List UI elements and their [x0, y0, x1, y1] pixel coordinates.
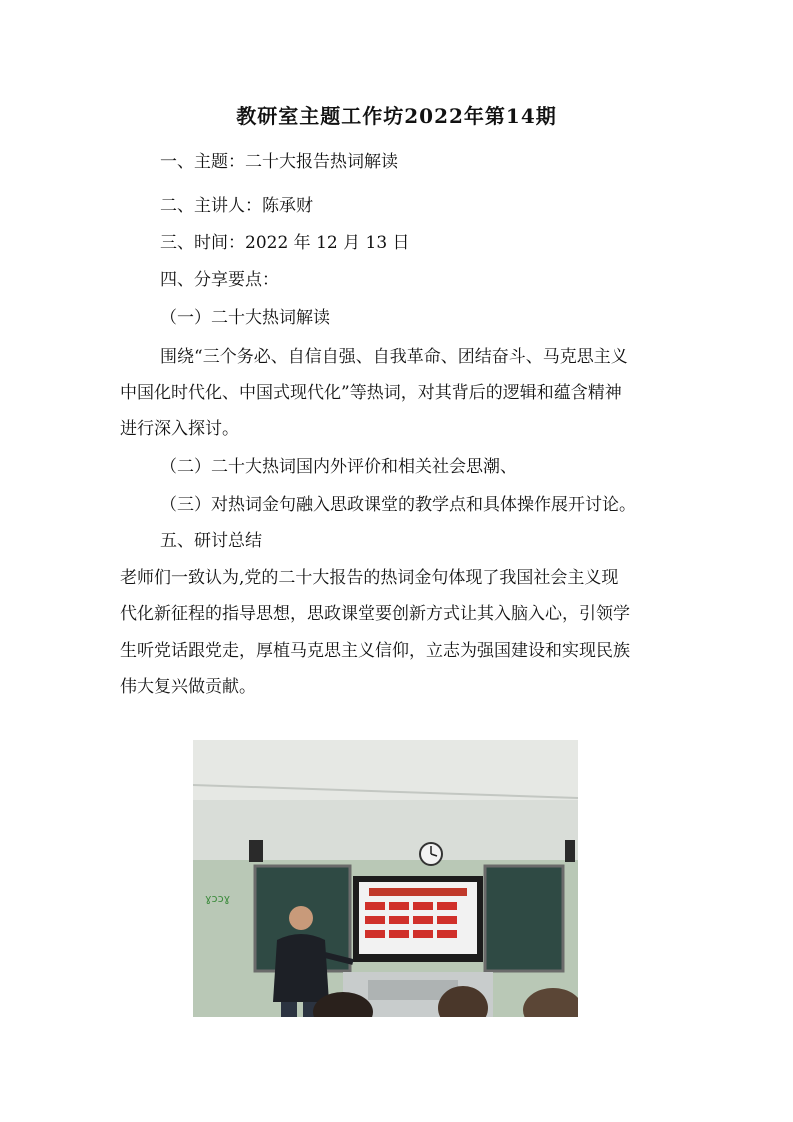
time-line: 三、时间：2022 年 12 月 13 日	[160, 233, 410, 253]
point-1-body-line-3: 进行深入探讨。	[120, 419, 239, 439]
summary-heading: 五、研讨总结	[160, 531, 262, 551]
point-3: （三）对热词金句融入思政课堂的教学点和具体操作展开讨论。	[160, 495, 636, 515]
topic-line: 一、主题：二十大报告热词解读	[160, 152, 398, 172]
classroom-photo	[193, 740, 578, 1017]
point-1-heading: （一）二十大热词解读	[160, 308, 330, 328]
point-1-body-line-2: 中国化时代化、中国式现代化”等热词，对其背后的逻辑和蕴含精神	[120, 383, 622, 403]
svg-text:ɣɔɔɣ: ɣɔɔɣ	[205, 892, 231, 905]
summary-line-3: 生听党话跟党走，厚植马克思主义信仰，立志为强国建设和实现民族	[120, 641, 630, 661]
point-1-body-line-1: 围绕“三个务必、自信自强、自我革命、团结奋斗、马克思主义	[160, 347, 628, 367]
speaker-line: 二、主讲人：陈承财	[160, 196, 313, 216]
summary-line-4: 伟大复兴做贡献。	[120, 677, 256, 697]
summary-line-1: 老师们一致认为,党的二十大报告的热词金句体现了我国社会主义现	[120, 568, 619, 588]
summary-line-2: 代化新征程的指导思想，思政课堂要创新方式让其入脑入心，引领学	[120, 604, 630, 624]
points-heading: 四、分享要点：	[160, 270, 279, 290]
document-title: 教研室主题工作坊2022年第14期	[236, 104, 557, 128]
point-2: （二）二十大热词国内外评价和相关社会思潮、	[160, 457, 517, 477]
